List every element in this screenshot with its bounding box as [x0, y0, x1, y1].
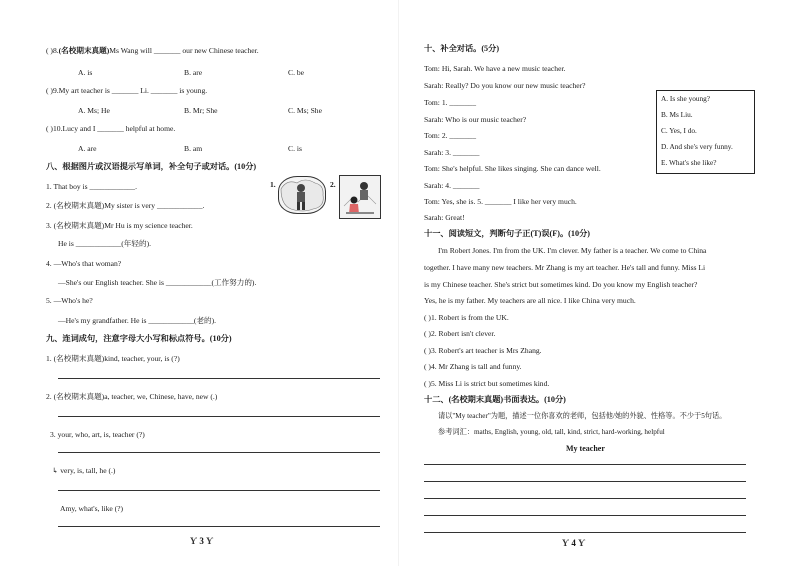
dialogue-line: Sarah: Really? Do you know our new music teacher? [424, 81, 586, 90]
section9-item-3: 3. your, who, art, is, teacher (?) [50, 430, 145, 439]
q10-option-b: B. am [184, 144, 203, 153]
plant-icon: Ƴ [562, 538, 570, 548]
writing-line [424, 532, 746, 533]
q10-option-a: A. are [78, 144, 97, 153]
section8-item-5-answer: —He's my grandfather. He is ____________(老的). [58, 316, 217, 325]
dialogue-option: E. What's she like? [661, 158, 717, 167]
dialogue-option: D. And she's very funny. [661, 142, 733, 151]
dialogue-options-box [656, 90, 755, 174]
q8-option-c: C. be [288, 68, 305, 77]
section9-title: 九、连词成句，注意字母大小写和标点符号。(10分) [46, 334, 232, 343]
q9-option-c: C. Ms; She [288, 106, 322, 115]
section10-title: 十、补全对话。(5分) [424, 44, 500, 53]
passage-line: is my Chinese teacher. She's strict but sometimes kind. Do you know my English teacher? [424, 280, 698, 289]
section8-item-1: 1. That boy is ____________. [46, 182, 137, 191]
tf-item: ( )1. Robert is from the UK. [424, 313, 509, 322]
q9-option-b: B. Mr; She [184, 106, 218, 115]
answer-line [58, 416, 380, 417]
picture-1-label: 1. [270, 180, 276, 189]
section8-item-5: 5. —Who's he? [46, 296, 93, 305]
writing-line [424, 498, 746, 499]
q8-option-a: A. is [78, 68, 93, 77]
writing-line [424, 481, 746, 482]
plant-icon: Ƴ [578, 538, 586, 548]
q8-option-b: B. are [184, 68, 203, 77]
q10-option-c: C. is [288, 144, 302, 153]
answer-line [58, 378, 380, 379]
dialogue-line: Sarah: 4. _______ [424, 181, 480, 190]
dialogue-option: A. Is she young? [661, 94, 711, 103]
dialogue-line: Tom: Hi, Sarah. We have a new music teacher. [424, 64, 566, 73]
dialogue-line: Tom: She's helpful. She likes singing. She can dance well. [424, 164, 601, 173]
section12-title: 十二、(名校期末真题)书面表达。(10分) [424, 395, 566, 404]
section9-item-1: 1. (名校期末真题)kind, teacher, your, is (?) [46, 354, 180, 363]
section8-item-3-answer: He is ____________(年轻的). [58, 239, 152, 248]
answer-line [58, 526, 380, 527]
dialogue-line: Tom: Yes, she is. 5. _______ I like her very much. [424, 197, 577, 206]
dialogue-line: Sarah: Who is our music teacher? [424, 115, 527, 124]
section11-title: 十一、阅读短文，判断句子正(T)误(F)。(10分) [424, 229, 591, 238]
right-page [400, 0, 800, 566]
section8-title: 八、根据图片或汉语提示写单词，补全句子或对话。(10分) [46, 162, 257, 171]
section8-item-4: 4. —Who's that woman? [46, 259, 122, 268]
dialogue-option: C. Yes, I do. [661, 126, 697, 135]
dialogue-line: Sarah: 3. _______ [424, 148, 480, 157]
page-number-left: Ƴ 3 Ƴ [190, 536, 214, 546]
section8-item-4-answer: —She's our English teacher. She is ____________(工作努力的). [58, 278, 257, 287]
section9-item-5: Amy, what's, like (?) [60, 504, 124, 513]
passage-line: together. I have many new teachers. Mr Zhang is my art teacher. He's tall and funny. Miss Li [424, 263, 706, 272]
tf-item: ( )2. Robert isn't clever. [424, 329, 496, 338]
section8-item-2: 2. (名校期末真题)My sister is very ____________. [46, 201, 205, 210]
section9-item-4: ↳ very, is, tall, he (.) [52, 466, 116, 475]
passage-line: Yes, he is my father. My teachers are all nice. I like China very much. [424, 296, 636, 305]
passage-line: I'm Robert Jones. I'm from the UK. I'm clever. My father is a teacher. We come to China [438, 246, 707, 255]
dialogue-line: Tom: 1. _______ [424, 98, 476, 107]
dialogue-line: Sarah: Great! [424, 213, 465, 222]
reference-words: 参考词汇：maths, English, young, old, tall, kind, strict, hard-working, helpful [438, 428, 665, 436]
writing-line [424, 464, 746, 465]
q9-stem: ( )9.My art teacher is _______ Li. _______ is young. [46, 86, 208, 95]
tf-item: ( )5. Miss Li is strict but sometimes kind. [424, 379, 550, 388]
writing-line [424, 515, 746, 516]
tf-item: ( )4. Mr Zhang is tall and funny. [424, 362, 522, 371]
section9-item-2: 2. (名校期末真题)a, teacher, we, Chinese, have, new (.) [46, 392, 218, 401]
tf-item: ( )3. Robert's art teacher is Mrs Zhang. [424, 346, 542, 355]
essay-title: My teacher [566, 444, 605, 453]
writing-instruction: 请以"My teacher"为题，描述一位你喜欢的老师，包括他/她的外貌、性格等。不少于5句话。 [438, 412, 727, 420]
q8-stem: ( )8.(名校期末真题)Ms Wang will _______ our new Chinese teacher. [46, 46, 259, 55]
section8-item-3: 3. (名校期末真题)Mr Hu is my science teacher. [46, 221, 193, 230]
answer-line [58, 490, 380, 491]
picture-2-label: 2. [330, 180, 336, 189]
tall-boy-picture [278, 176, 326, 214]
dialogue-option: B. Ms Liu. [661, 110, 693, 119]
q9-option-a: A. Ms; He [78, 106, 110, 115]
plant-icon: Ƴ [190, 536, 198, 546]
dialogue-line: Tom: 2. _______ [424, 131, 476, 140]
answer-line [58, 452, 380, 453]
plant-icon: Ƴ [206, 536, 214, 546]
q10-stem: ( )10.Lucy and I _______ helpful at home. [46, 124, 176, 133]
page-number-right: Ƴ 4 Ƴ [562, 538, 586, 548]
young-girl-picture [339, 175, 381, 219]
